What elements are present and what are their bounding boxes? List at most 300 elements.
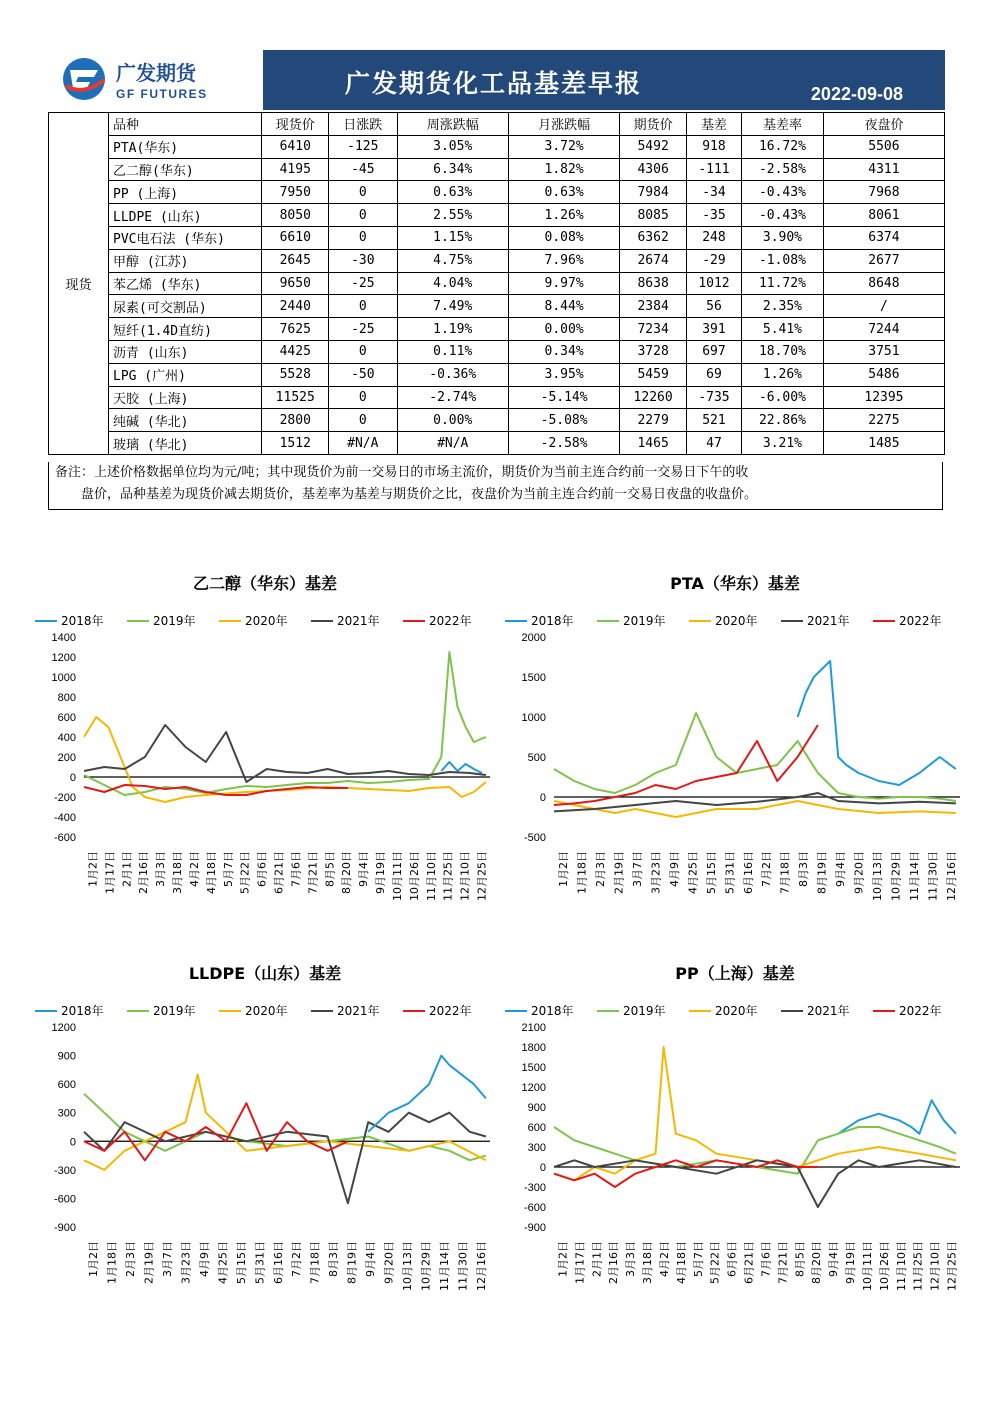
y-tick-label: 1400 <box>51 632 76 644</box>
x-tick-label: 10月26日 <box>407 851 421 901</box>
x-tick-label: 2月19日 <box>612 851 626 894</box>
x-tick-label: 5月22日 <box>708 1241 722 1284</box>
x-tick-label: 2月3日 <box>594 851 608 887</box>
table-cell: 7244 <box>823 318 944 341</box>
table-row <box>49 295 945 318</box>
y-tick-label: 1200 <box>51 1022 76 1034</box>
x-tick-label: 12月10日 <box>928 1241 942 1291</box>
table-cell: -34 <box>686 181 741 204</box>
x-tick-label: 8月3日 <box>327 1241 341 1277</box>
y-tick-label: 1000 <box>51 672 76 684</box>
x-tick-label: 8月19日 <box>815 851 829 894</box>
table-cell: 69 <box>686 363 741 386</box>
column-header: 月涨跌幅 <box>508 113 619 136</box>
product-name: PTA(华东) <box>109 135 262 158</box>
x-tick-label: 2月3日 <box>124 1241 138 1277</box>
y-tick-label: 1500 <box>521 672 546 684</box>
x-tick-label: 1月17日 <box>103 851 117 894</box>
table-cell: 7234 <box>620 318 687 341</box>
y-tick-label: -600 <box>53 1193 76 1206</box>
product-name: 苯乙烯 (华东) <box>109 272 262 295</box>
table-cell: 521 <box>686 409 741 432</box>
x-tick-label: 2月1日 <box>590 1241 604 1277</box>
series-line <box>84 1094 486 1161</box>
table-cell: 391 <box>686 318 741 341</box>
column-header: 周涨跌幅 <box>397 113 508 136</box>
table-row <box>49 386 945 409</box>
table-cell: 0.00% <box>508 318 619 341</box>
table-cell: 3728 <box>620 340 687 363</box>
legend-entry <box>781 1003 850 1018</box>
table-cell: 6362 <box>620 226 687 249</box>
table-cell: 0 <box>329 340 397 363</box>
table-cell: #N/A <box>329 432 397 455</box>
x-tick-label: 12月25日 <box>475 851 489 901</box>
x-tick-label: 7月21日 <box>306 851 320 894</box>
table-cell: 8061 <box>823 204 944 227</box>
table-cell: -2.58% <box>508 432 619 455</box>
table-cell: 0 <box>329 386 397 409</box>
chart-svg <box>500 565 970 935</box>
x-tick-label: 6月6日 <box>725 1241 739 1277</box>
x-tick-label: 6月6日 <box>255 851 269 887</box>
legend-entry <box>873 1003 942 1018</box>
legend-entry <box>311 613 380 628</box>
legend-entry <box>127 613 196 628</box>
table-cell: 4195 <box>262 158 329 181</box>
product-name: LLDPE (山东) <box>109 204 262 227</box>
x-tick-label: 8月3日 <box>797 851 811 887</box>
table-cell: 7968 <box>823 181 944 204</box>
table-cell: 3.21% <box>742 432 824 455</box>
x-tick-label: 10月29日 <box>889 851 903 901</box>
series-line <box>84 1075 486 1170</box>
pp-basis-chart <box>500 955 970 1325</box>
y-tick-label: 900 <box>57 1050 76 1063</box>
table-row <box>49 340 945 363</box>
table-cell: 0.08% <box>508 226 619 249</box>
table-cell: -35 <box>686 204 741 227</box>
x-tick-label: 11月14日 <box>437 1241 451 1291</box>
table-cell: 4.75% <box>397 249 508 272</box>
column-header: 日涨跌 <box>329 113 397 136</box>
table-cell: 2279 <box>620 409 687 432</box>
lldpe-basis-chart <box>30 955 500 1325</box>
x-tick-label: 7月21日 <box>776 1241 790 1284</box>
table-cell: 0 <box>329 295 397 318</box>
x-tick-label: 7月2日 <box>760 851 774 887</box>
series-line <box>84 725 486 782</box>
x-tick-label: 4月25日 <box>216 1241 230 1284</box>
table-cell: 22.86% <box>742 409 824 432</box>
table-cell: 0 <box>329 204 397 227</box>
table-cell: 3.05% <box>397 135 508 158</box>
product-name: PVC电石法 (华东) <box>109 226 262 249</box>
table-cell: 2674 <box>620 249 687 272</box>
table-cell: 47 <box>686 432 741 455</box>
x-tick-label: 7月18日 <box>308 1241 322 1284</box>
table-cell: 2.35% <box>742 295 824 318</box>
legend-label: 2021年 <box>807 614 850 628</box>
y-tick-label: 600 <box>57 1079 76 1092</box>
table-row <box>49 135 945 158</box>
x-tick-label: 2月1日 <box>120 851 134 887</box>
legend-entry <box>781 613 850 628</box>
table-row <box>49 226 945 249</box>
table-cell: 8050 <box>262 204 329 227</box>
legend-label: 2020年 <box>245 1004 288 1018</box>
x-tick-label: 1月18日 <box>105 1241 119 1284</box>
table-cell: -25 <box>329 272 397 295</box>
table-cell: 1.82% <box>508 158 619 181</box>
table-row <box>49 272 945 295</box>
x-tick-label: 8月20日 <box>810 1241 824 1284</box>
x-tick-label: 1月2日 <box>86 851 100 887</box>
y-tick-label: 1200 <box>51 652 76 664</box>
table-cell: / <box>823 295 944 318</box>
x-tick-label: 5月22日 <box>238 851 252 894</box>
table-cell: 4.04% <box>397 272 508 295</box>
y-tick-label: 500 <box>527 752 546 764</box>
legend-entry <box>505 613 574 628</box>
table-cell: -50 <box>329 363 397 386</box>
column-header: 夜盘价 <box>823 113 944 136</box>
table-cell: -30 <box>329 249 397 272</box>
legend-label: 2018年 <box>61 614 104 628</box>
x-tick-label: 4月2日 <box>187 851 201 887</box>
y-tick-label: -300 <box>53 1164 76 1177</box>
table-cell: -45 <box>329 158 397 181</box>
table-cell: 5.41% <box>742 318 824 341</box>
x-tick-label: 3月7日 <box>161 1241 175 1277</box>
x-tick-label: 1月2日 <box>87 1241 101 1277</box>
product-name: 沥青 (山东) <box>109 340 262 363</box>
table-cell: 11525 <box>262 386 329 409</box>
table-cell: 0.34% <box>508 340 619 363</box>
chart-title: LLDPE（山东）基差 <box>188 964 342 983</box>
legend-entry <box>35 1003 104 1018</box>
legend-entry <box>597 613 666 628</box>
legend-label: 2022年 <box>899 614 942 628</box>
x-tick-label: 7月6日 <box>759 1241 773 1277</box>
y-tick-label: -400 <box>53 812 76 824</box>
y-tick-label: 300 <box>527 1142 546 1154</box>
product-name: 纯碱 (华北) <box>109 409 262 432</box>
x-tick-label: 10月26日 <box>877 1241 891 1291</box>
x-tick-label: 10月11日 <box>860 1241 874 1291</box>
table-cell: 5506 <box>823 135 944 158</box>
basis-table <box>48 112 945 455</box>
table-cell: 0 <box>329 409 397 432</box>
y-tick-label: 1800 <box>521 1042 546 1054</box>
y-tick-label: -600 <box>53 832 76 844</box>
table-cell: 0.11% <box>397 340 508 363</box>
table-row <box>49 204 945 227</box>
y-tick-label: -600 <box>523 1202 546 1214</box>
table-cell: 6610 <box>262 226 329 249</box>
table-cell: 7950 <box>262 181 329 204</box>
x-tick-label: 9月4日 <box>834 851 848 887</box>
x-tick-label: 1月2日 <box>557 851 571 887</box>
x-tick-label: 4月9日 <box>197 1241 211 1277</box>
y-tick-label: 600 <box>57 712 76 724</box>
x-tick-label: 3月18日 <box>171 851 185 894</box>
legend-entry <box>403 613 472 628</box>
table-cell: 8085 <box>620 204 687 227</box>
table-cell: 7625 <box>262 318 329 341</box>
x-tick-label: 12月16日 <box>474 1241 488 1291</box>
table-cell: 1.26% <box>742 363 824 386</box>
table-cell: 18.70% <box>742 340 824 363</box>
legend-entry <box>219 613 288 628</box>
table-cell: 0 <box>329 181 397 204</box>
table-note <box>48 462 943 510</box>
x-tick-label: 1月17日 <box>573 1241 587 1284</box>
y-tick-label: 300 <box>57 1107 76 1120</box>
legend-entry <box>689 1003 758 1018</box>
x-tick-label: 2月16日 <box>607 1241 621 1284</box>
chart-svg <box>30 565 500 935</box>
table-row <box>49 318 945 341</box>
report-date: 2022-09-08 <box>810 84 903 104</box>
table-cell: 3751 <box>823 340 944 363</box>
x-tick-label: 5月15日 <box>704 851 718 894</box>
x-tick-label: 10月13日 <box>400 1241 414 1291</box>
x-tick-label: 3月18日 <box>641 1241 655 1284</box>
legend-label: 2021年 <box>337 1004 380 1018</box>
table-cell: 5528 <box>262 363 329 386</box>
x-tick-label: 12月16日 <box>944 851 958 901</box>
x-tick-label: 3月3日 <box>154 851 168 887</box>
table-cell: 2645 <box>262 249 329 272</box>
table-cell: 9.97% <box>508 272 619 295</box>
table-cell: 1012 <box>686 272 741 295</box>
table-cell: 12260 <box>620 386 687 409</box>
x-tick-label: 7月2日 <box>290 1241 304 1277</box>
x-tick-label: 2月16日 <box>137 851 151 894</box>
table-cell: 248 <box>686 226 741 249</box>
column-header: 基差 <box>686 113 741 136</box>
y-tick-label: 0 <box>539 1162 546 1174</box>
product-name: 甲醇 (江苏) <box>109 249 262 272</box>
table-cell: 1.19% <box>397 318 508 341</box>
table-cell: 8648 <box>823 272 944 295</box>
table-cell: 7984 <box>620 181 687 204</box>
table-cell: -5.08% <box>508 409 619 432</box>
legend-label: 2021年 <box>337 614 380 628</box>
table-cell: 697 <box>686 340 741 363</box>
table-cell: 3.72% <box>508 135 619 158</box>
legend-label: 2018年 <box>531 614 574 628</box>
legend-label: 2019年 <box>153 614 196 628</box>
y-tick-label: 0 <box>69 1136 76 1149</box>
x-tick-label: 4月25日 <box>686 851 700 894</box>
y-tick-label: 0 <box>539 792 546 804</box>
logo-en-text: GF FUTURES <box>116 87 208 101</box>
table-cell: 4311 <box>823 158 944 181</box>
x-tick-label: 9月4日 <box>827 1241 841 1277</box>
x-tick-label: 3月3日 <box>624 1241 638 1277</box>
y-tick-label: 2100 <box>521 1022 546 1034</box>
table-cell: -25 <box>329 318 397 341</box>
y-tick-label: -300 <box>523 1182 546 1194</box>
table-cell: 11.72% <box>742 272 824 295</box>
x-tick-label: 9月20日 <box>382 1241 396 1284</box>
y-tick-label: 200 <box>57 752 76 764</box>
table-cell: -1.08% <box>742 249 824 272</box>
chart-title: 乙二醇（华东）基差 <box>192 574 338 593</box>
x-tick-label: 10月11日 <box>390 851 404 901</box>
x-tick-label: 4月18日 <box>204 851 218 894</box>
product-name: LPG (广州) <box>109 363 262 386</box>
table-cell: 1465 <box>620 432 687 455</box>
x-tick-label: 3月23日 <box>179 1241 193 1284</box>
x-tick-label: 6月21日 <box>742 1241 756 1284</box>
table-cell: 0 <box>329 226 397 249</box>
y-tick-label: 1200 <box>521 1082 546 1094</box>
x-tick-label: 9月20日 <box>852 851 866 894</box>
table-cell: 3.95% <box>508 363 619 386</box>
table-cell: 56 <box>686 295 741 318</box>
legend-entry <box>219 1003 288 1018</box>
legend-entry <box>505 1003 574 1018</box>
table-cell: 0.63% <box>508 181 619 204</box>
y-tick-label: 0 <box>69 772 76 784</box>
x-tick-label: 11月10日 <box>424 851 438 901</box>
x-tick-label: 10月13日 <box>870 851 884 901</box>
legend-label: 2020年 <box>715 614 758 628</box>
report-title: 广发期货化工品基差早报 <box>345 69 643 98</box>
legend-label: 2019年 <box>623 614 666 628</box>
x-tick-label: 7月18日 <box>778 851 792 894</box>
x-tick-label: 4月9日 <box>667 851 681 887</box>
meg-basis-chart <box>30 565 500 935</box>
y-tick-label: -900 <box>523 1222 546 1234</box>
table-cell: 9650 <box>262 272 329 295</box>
table-cell: -29 <box>686 249 741 272</box>
x-tick-label: 3月7日 <box>631 851 645 887</box>
x-tick-label: 3月23日 <box>649 851 663 894</box>
y-tick-label: 600 <box>527 1122 546 1134</box>
y-tick-label: 400 <box>57 732 76 744</box>
legend-label: 2018年 <box>531 1004 574 1018</box>
legend-label: 2021年 <box>807 1004 850 1018</box>
y-tick-label: 900 <box>527 1102 546 1114</box>
table-row <box>49 181 945 204</box>
x-tick-label: 9月19日 <box>844 1241 858 1284</box>
x-tick-label: 1月18日 <box>575 851 589 894</box>
x-tick-label: 7月6日 <box>289 851 303 887</box>
x-tick-label: 5月15日 <box>234 1241 248 1284</box>
gf-futures-logo <box>60 56 250 102</box>
x-tick-label: 1月2日 <box>556 1241 570 1277</box>
legend-label: 2022年 <box>429 1004 472 1018</box>
table-cell: 2384 <box>620 295 687 318</box>
x-tick-label: 11月30日 <box>926 851 940 901</box>
legend-label: 2020年 <box>245 614 288 628</box>
table-cell: 2.55% <box>397 204 508 227</box>
legend-entry <box>311 1003 380 1018</box>
table-header-row <box>49 113 945 136</box>
table-cell: 1.15% <box>397 226 508 249</box>
table-row <box>49 409 945 432</box>
legend-label: 2019年 <box>153 1004 196 1018</box>
table-cell: 4425 <box>262 340 329 363</box>
table-cell: -2.58% <box>742 158 824 181</box>
series-line <box>84 652 486 795</box>
x-tick-label: 5月31日 <box>723 851 737 894</box>
table-cell: 2800 <box>262 409 329 432</box>
legend-entry <box>873 613 942 628</box>
product-name: 乙二醇(华东) <box>109 158 262 181</box>
note-line-2: 盘价，品种基差为现货价减去期货价，基差率为基差与期货价之比，夜盘价为当前主连合约前一交易日夜盘的收盘价。 <box>81 487 758 502</box>
product-name: 天胶 (上海) <box>109 386 262 409</box>
table-cell: 6374 <box>823 226 944 249</box>
x-tick-label: 11月14日 <box>907 851 921 901</box>
table-row <box>49 363 945 386</box>
x-tick-label: 8月5日 <box>793 1241 807 1277</box>
product-name: 玻璃 (华北) <box>109 432 262 455</box>
table-cell: 16.72% <box>742 135 824 158</box>
table-cell: 0.00% <box>397 409 508 432</box>
legend-label: 2018年 <box>61 1004 104 1018</box>
x-tick-label: 11月10日 <box>894 1241 908 1291</box>
table-cell: 6.34% <box>397 158 508 181</box>
table-cell: -0.36% <box>397 363 508 386</box>
legend-label: 2019年 <box>623 1004 666 1018</box>
x-tick-label: 2月19日 <box>142 1241 156 1284</box>
x-tick-label: 11月25日 <box>911 1241 925 1291</box>
table-cell: -125 <box>329 135 397 158</box>
table-cell: 7.96% <box>508 249 619 272</box>
x-tick-label: 9月19日 <box>374 851 388 894</box>
series-line <box>554 713 956 801</box>
x-tick-label: 6月16日 <box>741 851 755 894</box>
x-tick-label: 4月2日 <box>657 1241 671 1277</box>
table-cell: 1485 <box>823 432 944 455</box>
table-cell: 0.63% <box>397 181 508 204</box>
column-header: 品种 <box>109 113 262 136</box>
table-cell: 6410 <box>262 135 329 158</box>
x-tick-label: 6月21日 <box>272 851 286 894</box>
table-cell: 2275 <box>823 409 944 432</box>
table-row <box>49 158 945 181</box>
product-name: 尿素(可交割品) <box>109 295 262 318</box>
x-tick-label: 8月20日 <box>340 851 354 894</box>
x-tick-label: 9月4日 <box>364 1241 378 1277</box>
x-tick-label: 5月31日 <box>253 1241 267 1284</box>
y-tick-label: -900 <box>53 1222 76 1234</box>
table-cell: #N/A <box>397 432 508 455</box>
table-cell: -111 <box>686 158 741 181</box>
y-tick-label: 1000 <box>521 712 546 724</box>
table-cell: 8.44% <box>508 295 619 318</box>
table-cell: -735 <box>686 386 741 409</box>
legend-label: 2022年 <box>429 614 472 628</box>
x-tick-label: 12月10日 <box>458 851 472 901</box>
table-cell: -0.43% <box>742 181 824 204</box>
x-tick-label: 11月30日 <box>456 1241 470 1291</box>
table-cell: 12395 <box>823 386 944 409</box>
x-tick-label: 8月5日 <box>323 851 337 887</box>
x-tick-label: 9月4日 <box>357 851 371 887</box>
table-row <box>49 249 945 272</box>
legend-entry <box>597 1003 666 1018</box>
y-tick-label: -500 <box>523 832 546 844</box>
report-banner <box>263 50 945 110</box>
table-cell: 8638 <box>620 272 687 295</box>
table-cell: -0.43% <box>742 204 824 227</box>
